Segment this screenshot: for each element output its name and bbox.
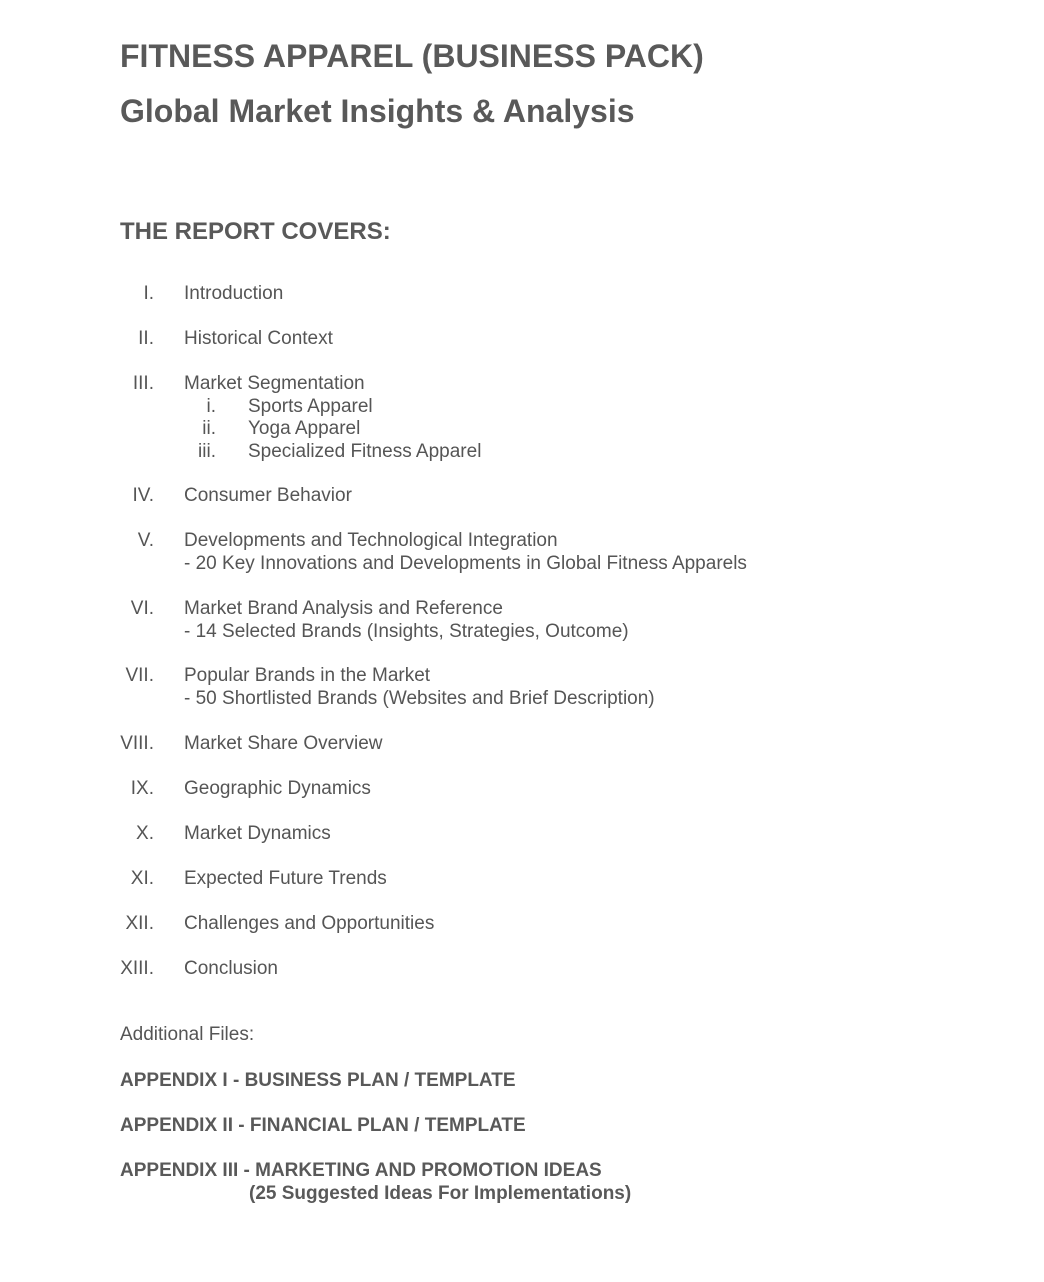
toc-subitem-label: Yoga Apparel <box>248 418 361 439</box>
toc-item-number: II. <box>138 328 154 349</box>
appendix-marketing-ideas: APPENDIX III - MARKETING AND PROMOTION IDEAS <box>120 1160 602 1181</box>
toc-item-number: VI. <box>130 598 154 619</box>
toc-item-note: - 50 Shortlisted Brands (Websites and Brief Description) <box>184 687 655 709</box>
toc-item-number: I. <box>143 283 154 304</box>
toc-subitem-number: i. <box>206 395 216 417</box>
toc-item-label: Consumer Behavior <box>184 485 352 506</box>
toc-item-number: VIII. <box>120 733 154 754</box>
document-subtitle: Global Market Insights & Analysis <box>120 93 635 129</box>
toc-item-label: Market Brand Analysis and Reference <box>184 598 503 619</box>
toc-subitem-label: Sports Apparel <box>248 395 373 417</box>
toc-item-label: Introduction <box>184 283 284 304</box>
appendix-business-plan: APPENDIX I - BUSINESS PLAN / TEMPLATE <box>120 1070 516 1091</box>
toc-item-label: Developments and Technological Integration <box>184 530 558 551</box>
toc-item-number: III. <box>132 373 154 394</box>
toc-item-number: X. <box>136 823 154 844</box>
toc-item-label: Conclusion <box>184 958 278 979</box>
toc-item-label: Challenges and Opportunities <box>184 913 435 934</box>
toc-item-note: - 20 Key Innovations and Developments in Global Fitness Apparels <box>184 552 747 574</box>
toc-item-label: Market Segmentation <box>184 373 365 394</box>
toc-subitem-number: iii. <box>198 440 216 462</box>
toc-item-number: V. <box>137 530 154 551</box>
toc-item-label: Historical Context <box>184 328 333 349</box>
toc-item-label: Market Dynamics <box>184 823 331 844</box>
report-covers-heading: THE REPORT COVERS: <box>120 218 391 245</box>
toc-item-label: Geographic Dynamics <box>184 778 371 799</box>
toc-item-number: XII. <box>125 913 154 934</box>
toc-item-label: Popular Brands in the Market <box>184 665 431 686</box>
toc-item-number: XIII. <box>120 958 154 979</box>
toc-item-number: IV. <box>132 485 154 506</box>
toc-item-label: Expected Future Trends <box>184 868 387 889</box>
toc-item-number: XI. <box>130 868 154 889</box>
toc-item-note: - 14 Selected Brands (Insights, Strategies, Outcome) <box>184 620 629 642</box>
toc-subitem-label: Specialized Fitness Apparel <box>248 440 482 462</box>
appendix-marketing-note: (25 Suggested Ideas For Implementations) <box>249 1183 632 1204</box>
toc-item-number: VII. <box>125 665 154 686</box>
toc-subitem-number: ii. <box>202 418 216 439</box>
document-title: FITNESS APPAREL (BUSINESS PACK) <box>120 38 704 74</box>
toc-item-label: Market Share Overview <box>184 733 383 754</box>
additional-files-label: Additional Files: <box>120 1024 255 1045</box>
toc-item-number: IX. <box>130 778 154 799</box>
appendix-financial-plan: APPENDIX II - FINANCIAL PLAN / TEMPLATE <box>120 1115 526 1136</box>
